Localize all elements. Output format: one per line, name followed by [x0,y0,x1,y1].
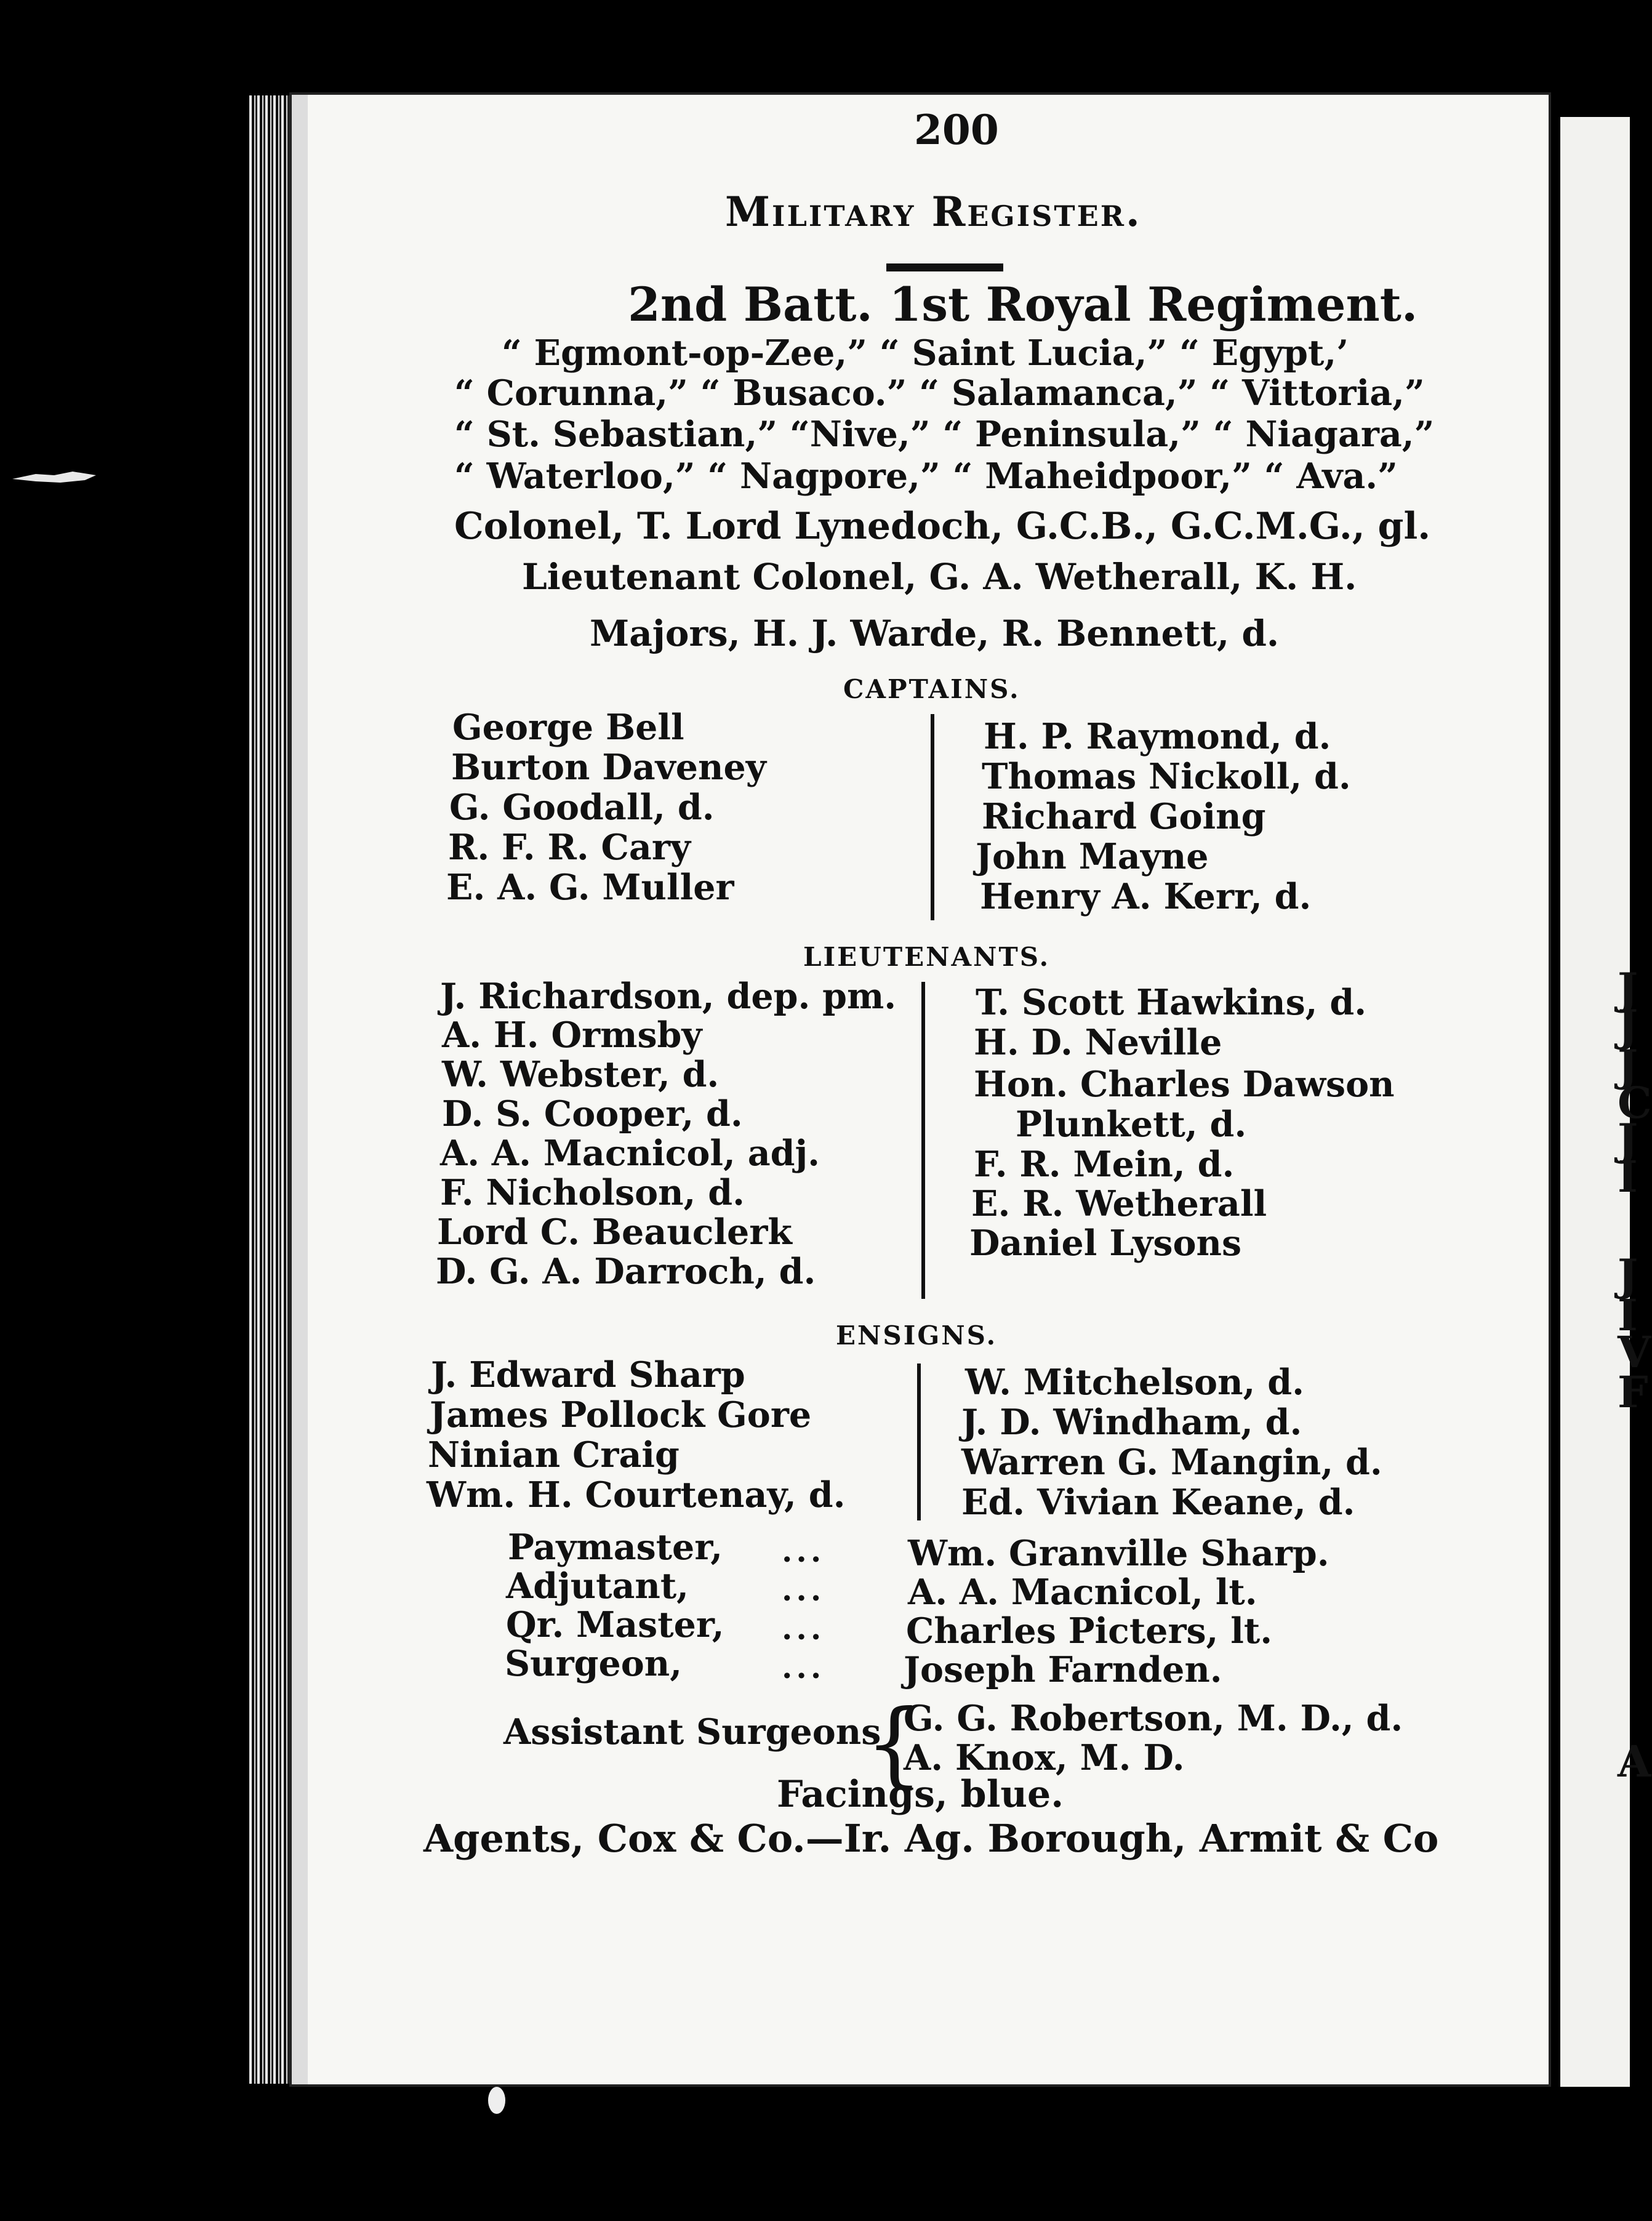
lieutenant-name: E. R. Wetherall [971,1183,1267,1224]
staff-role: Qr. Master, [506,1604,724,1645]
captain-name: Henry A. Kerr, d. [980,876,1312,917]
regiment-title: 2nd Batt. 1st Royal Regiment. [628,277,1418,332]
lieutenant-name: Lord C. Beauclerk [437,1211,792,1253]
next-page-letter: I [1618,1151,1638,1202]
lieutenant-name: D. G. A. Darroch, d. [436,1251,816,1292]
ensign-name: J. Edward Sharp [431,1354,745,1396]
next-page-letter: V [1618,1327,1651,1378]
staff-name: A. A. Macnicol, lt. [908,1572,1257,1613]
agents-line: Agents, Cox & Co.—Ir. Ag. Borough, Armit & Co [423,1816,1439,1861]
captain-name: George Bell [452,707,684,748]
captain-name: H. P. Raymond, d. [984,716,1331,757]
colonel-line: Colonel, T. Lord Lynedoch, G.C.B., G.C.M.G., gl. [454,505,1431,548]
lieutenant-colonel-line: Lieutenant Colonel, G. A. Wetherall, K. H. [522,556,1357,598]
next-page-letter: J [1618,1114,1638,1165]
ensign-name: J. D. Windham, d. [961,1402,1302,1443]
staff-role: Adjutant, [506,1565,689,1607]
lieutenant-name: Hon. Charles Dawson [974,1064,1395,1105]
lieutenant-name: J. Richardson, dep. pm. [440,976,897,1017]
ensigns-column-rule [917,1364,921,1520]
next-page-letter: J [1618,963,1638,1014]
staff-name: Joseph Farnden. [904,1649,1222,1690]
captain-name: Thomas Nickoll, d. [982,756,1351,797]
captains-column-rule [931,714,934,920]
ensigns-heading: ENSIGNS. [836,1320,998,1351]
next-page-letter: J [1618,1000,1638,1051]
lieutenant-name: A. A. Macnicol, adj. [440,1133,820,1174]
lieutenants-heading: LIEUTENANTS. [803,942,1051,972]
battle-honours-line: “ Corunna,” “ Busaco.” “ Salamanca,” “ Vittoria,” [454,372,1425,414]
staff-role: Surgeon, [505,1643,683,1684]
lieutenant-name: F. R. Mein, d. [974,1144,1235,1185]
ensign-name: James Pollock Gore [430,1394,812,1436]
running-head: Military Register. [725,188,1142,236]
captain-name: G. Goodall, d. [449,787,715,828]
lieutenant-name: Daniel Lysons [969,1223,1242,1264]
lieutenant-name: Plunkett, d. [1016,1104,1247,1145]
battle-honours-line: “ Egmont-op-Zee,” “ Saint Lucia,” “ Egypt,’ [502,332,1349,374]
page-speck [486,2086,507,2115]
captain-name: Burton Daveney [451,747,766,788]
captains-heading: CAPTAINS. [843,674,1020,704]
captain-name: John Mayne [976,836,1209,877]
lieutenant-name: W. Webster, d. [442,1054,720,1095]
ensign-name: Ed. Vivian Keane, d. [961,1482,1355,1523]
lieutenant-name: A. H. Ormsby [442,1014,702,1056]
head-rule [886,263,1003,271]
captain-name: E. A. G. Muller [446,867,734,908]
stray-ink-mark [11,469,97,485]
staff-leader-dots: ... [782,1610,825,1647]
ensign-name: Ninian Craig [428,1434,680,1476]
captain-name: Richard Going [982,796,1266,837]
majors-line: Majors, H. J. Warde, R. Bennett, d. [590,612,1280,654]
lieutenant-name: F. Nicholson, d. [440,1172,745,1213]
staff-role: Paymaster, [508,1527,723,1568]
next-page-letter: F [1618,1367,1648,1418]
ensign-name: Warren G. Mangin, d. [961,1442,1382,1483]
staff-leader-dots: ... [782,1533,825,1569]
left-dark-margin [0,0,289,2221]
next-page-letter: I [1618,1290,1638,1341]
curly-brace: { [865,1690,924,1797]
next-page-letter: J [1618,1040,1638,1091]
staff-name: Wm. Granville Sharp. [908,1533,1329,1574]
lieutenant-name: T. Scott Hawkins, d. [976,982,1367,1023]
lieutenant-name: H. D. Neville [974,1022,1222,1063]
ensign-name: Wm. H. Courtenay, d. [427,1474,846,1516]
next-page-letter: C [1618,1077,1652,1128]
captain-name: R. F. R. Cary [448,827,691,868]
page-number: 200 [914,106,999,154]
staff-leader-dots: ... [782,1572,825,1608]
assistant-surgeons-role: Assistant Surgeons [503,1711,881,1753]
ensign-name: W. Mitchelson, d. [965,1362,1304,1403]
next-page-letter: J [1618,1250,1638,1301]
battle-honours-line: “ St. Sebastian,” “Nive,” “ Peninsula,” “ Niagara,” [454,414,1435,455]
assistant-surgeon-name: G. G. Robertson, M. D., d. [904,1698,1403,1739]
lieutenants-column-rule [921,982,925,1299]
lieutenant-name: D. S. Cooper, d. [442,1093,743,1135]
staff-leader-dots: ... [782,1649,825,1685]
staff-name: Charles Picters, lt. [906,1610,1273,1652]
facings-line: Facings, blue. [777,1773,1064,1816]
assistant-surgeon-name: A. Knox, M. D. [904,1737,1185,1778]
battle-honours-line: “ Waterloo,” “ Nagpore,” “ Maheidpoor,” “ Ava.” [454,456,1398,497]
next-page-letter: A [1618,1736,1651,1787]
